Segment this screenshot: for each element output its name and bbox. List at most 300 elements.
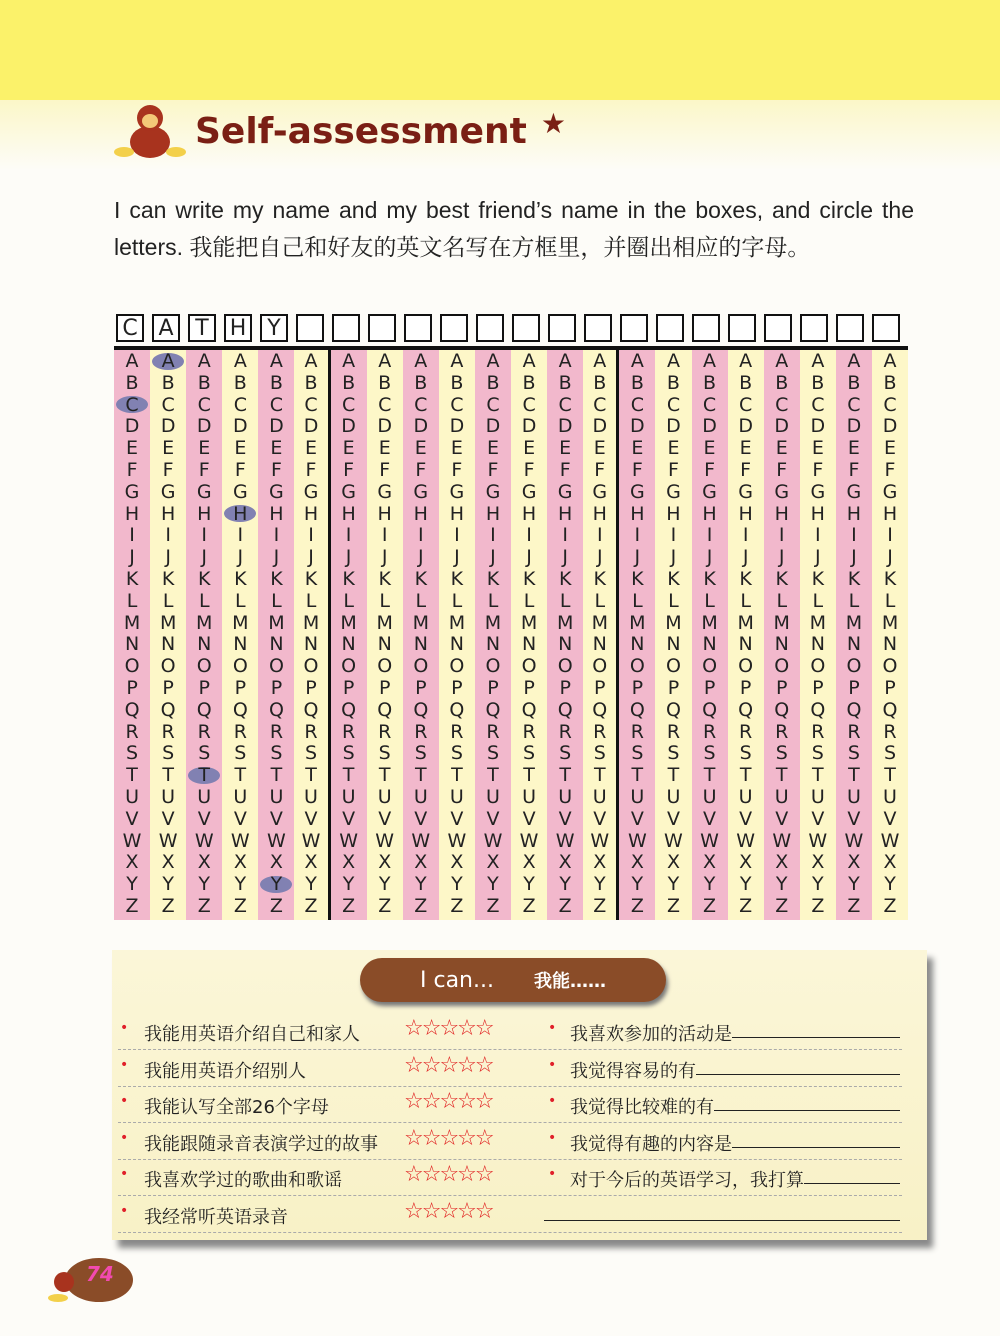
grid-letter[interactable]: Z (775, 895, 789, 917)
grid-letter[interactable]: Y (487, 873, 499, 896)
grid-letter[interactable]: R (378, 720, 392, 743)
grid-letter[interactable]: M (556, 611, 574, 634)
grid-letter[interactable]: U (233, 786, 248, 808)
grid-letter[interactable]: U (774, 786, 789, 808)
grid-letter[interactable]: S (811, 742, 824, 765)
grid-letter[interactable]: X (161, 851, 175, 874)
grid-letter[interactable]: L (523, 589, 535, 612)
grid-letter[interactable]: S (883, 742, 897, 765)
grid-letter[interactable]: R (125, 720, 139, 743)
grid-letter[interactable]: V (414, 807, 428, 830)
grid-letter[interactable]: C (558, 393, 572, 416)
grid-letter[interactable]: N (521, 633, 537, 656)
grid-letter[interactable]: T (884, 764, 896, 787)
grid-letter[interactable]: Y (414, 873, 427, 896)
grid-letter[interactable]: W (590, 829, 610, 852)
grid-letter[interactable]: N (341, 633, 356, 656)
grid-letter[interactable]: C (593, 393, 607, 416)
grid-letter[interactable]: I (381, 524, 388, 547)
grid-letter[interactable]: I (308, 524, 314, 547)
grid-letter[interactable]: P (559, 677, 571, 699)
grid-letter[interactable]: L (594, 589, 606, 612)
grid-letter[interactable]: N (449, 633, 464, 656)
grid-letter[interactable]: R (630, 720, 644, 743)
grid-letter[interactable]: W (483, 829, 503, 852)
name-letter-box[interactable] (872, 314, 900, 342)
grid-letter[interactable]: Y (703, 873, 716, 896)
grid-letter[interactable]: Q (377, 698, 393, 721)
name-letter-box[interactable] (440, 314, 468, 342)
grid-letter[interactable]: B (304, 371, 318, 394)
grid-letter[interactable]: D (846, 415, 862, 438)
grid-letter[interactable]: S (775, 742, 788, 765)
grid-letter[interactable]: X (233, 851, 247, 874)
grid-letter[interactable]: Y (775, 873, 788, 896)
grid-letter[interactable]: L (415, 589, 427, 612)
grid-letter[interactable]: V (630, 807, 644, 830)
grid-letter[interactable]: L (198, 589, 210, 612)
grid-letter[interactable]: L (451, 589, 463, 612)
grid-letter[interactable]: S (162, 742, 175, 765)
grid-letter[interactable]: D (557, 415, 573, 438)
grid-letter[interactable]: L (668, 589, 679, 612)
grid-letter[interactable]: F (884, 459, 896, 481)
grid-letter[interactable]: J (887, 546, 893, 569)
grid-letter[interactable]: G (846, 480, 862, 503)
grid-letter[interactable]: O (449, 655, 465, 678)
grid-letter[interactable]: D (233, 415, 248, 438)
grid-letter[interactable]: A (269, 350, 283, 372)
grid-letter[interactable]: M (159, 611, 177, 634)
grid-letter[interactable]: L (884, 589, 896, 612)
grid-letter[interactable]: J (129, 546, 135, 569)
grid-letter[interactable]: R (739, 720, 753, 743)
grid-letter[interactable]: Z (161, 895, 175, 917)
grid-letter[interactable]: Z (233, 895, 247, 917)
grid-letter[interactable]: C (847, 393, 861, 416)
grid-letter[interactable]: J (381, 546, 388, 569)
grid-letter[interactable]: U (883, 786, 897, 808)
grid-letter[interactable]: I (742, 524, 749, 547)
grid-letter[interactable]: N (630, 633, 645, 656)
grid-letter[interactable]: Y (378, 873, 391, 896)
grid-letter[interactable]: K (450, 568, 464, 590)
grid-letter[interactable]: Q (846, 698, 862, 721)
grid-letter[interactable]: J (851, 546, 857, 569)
grid-letter[interactable]: K (522, 568, 536, 590)
grid-letter[interactable]: V (450, 807, 464, 830)
grid-letter[interactable]: K (198, 568, 211, 590)
grid-letter[interactable]: U (449, 786, 464, 808)
grid-letter[interactable]: F (270, 459, 282, 481)
grid-letter[interactable]: G (557, 480, 573, 503)
grid-letter[interactable]: O (521, 655, 537, 678)
grid-letter[interactable]: O (665, 655, 681, 678)
grid-letter[interactable]: C (269, 393, 284, 416)
grid-letter[interactable]: E (126, 437, 139, 460)
grid-letter[interactable]: F (559, 459, 571, 481)
grid-letter[interactable]: S (631, 742, 644, 765)
grid-letter[interactable]: T (451, 764, 463, 787)
grid-letter[interactable]: S (847, 742, 860, 765)
grid-letter[interactable]: E (739, 437, 752, 460)
grid-letter[interactable]: T (848, 764, 860, 787)
grid-letter[interactable]: D (124, 415, 140, 438)
grid-letter[interactable]: X (486, 851, 500, 874)
grid-letter[interactable]: U (269, 786, 284, 808)
grid-letter[interactable]: U (522, 786, 537, 808)
grid-letter[interactable]: V (378, 807, 392, 830)
grid-letter[interactable]: B (522, 371, 536, 394)
grid-letter[interactable]: F (487, 459, 499, 481)
grid-letter[interactable]: V (558, 807, 572, 830)
grid-letter[interactable]: O (303, 655, 319, 678)
grid-letter[interactable]: H (774, 502, 789, 525)
grid-letter[interactable]: R (702, 720, 717, 743)
grid-letter[interactable]: Q (592, 698, 608, 721)
grid-letter[interactable]: Y (559, 873, 571, 896)
name-letter-box[interactable] (656, 314, 684, 342)
grid-letter[interactable]: X (558, 851, 572, 874)
grid-letter[interactable]: M (232, 611, 249, 634)
grid-letter[interactable]: W (230, 829, 250, 852)
grid-letter[interactable]: Z (342, 895, 356, 917)
grid-letter[interactable]: Z (378, 895, 392, 917)
grid-letter[interactable]: F (812, 459, 824, 481)
grid-letter[interactable]: H (592, 502, 607, 525)
grid-letter[interactable]: M (773, 611, 790, 634)
grid-letter[interactable]: J (742, 546, 749, 569)
grid-letter[interactable]: Z (450, 895, 464, 917)
grid-letter[interactable]: H (738, 502, 753, 525)
grid-letter[interactable]: H (702, 502, 717, 525)
grid-letter[interactable]: G (629, 480, 645, 503)
grid-letter[interactable]: M (701, 611, 718, 634)
grid-letter[interactable]: C (233, 393, 247, 416)
grid-letter[interactable]: Y (848, 873, 860, 896)
grid-letter[interactable]: N (233, 633, 248, 656)
grid-letter[interactable]: S (414, 742, 427, 765)
grid-letter[interactable]: L (776, 589, 788, 612)
grid-letter[interactable]: B (558, 371, 572, 394)
grid-letter[interactable]: R (161, 720, 175, 743)
grid-letter[interactable]: M (665, 611, 682, 634)
grid-letter[interactable]: Z (739, 895, 753, 917)
grid-letter[interactable]: G (377, 480, 393, 503)
grid-letter[interactable]: B (630, 371, 644, 394)
grid-letter[interactable]: O (629, 655, 645, 678)
grid-letter[interactable]: P (126, 677, 138, 699)
grid-letter[interactable]: V (233, 807, 247, 830)
grid-letter[interactable]: J (345, 546, 352, 569)
grid-letter[interactable]: P (631, 677, 644, 699)
grid-letter[interactable]: V (811, 807, 825, 830)
grid-letter[interactable]: Q (810, 698, 826, 721)
grid-letter[interactable]: P (162, 677, 174, 699)
grid-letter[interactable]: F (523, 459, 535, 481)
name-letter-box[interactable] (548, 314, 576, 342)
grid-letter[interactable]: A (593, 350, 607, 372)
name-letter-box[interactable]: Y (260, 314, 288, 342)
grid-letter[interactable]: E (847, 437, 860, 460)
grid-letter[interactable]: G (666, 480, 681, 503)
grid-letter[interactable]: V (125, 807, 139, 830)
grid-letter[interactable]: H (630, 502, 645, 525)
grid-letter[interactable]: A (450, 350, 464, 372)
grid-letter[interactable]: E (667, 437, 680, 460)
grid-letter[interactable]: X (414, 851, 428, 874)
grid-letter[interactable]: H (666, 502, 681, 525)
grid-letter[interactable]: A (304, 350, 318, 372)
grid-letter[interactable]: N (666, 633, 681, 656)
grid-letter[interactable]: E (450, 437, 463, 460)
grid-letter[interactable]: Q (413, 698, 429, 721)
grid-letter[interactable]: C (414, 393, 428, 416)
grid-letter[interactable]: H (485, 502, 501, 525)
grid-letter[interactable]: R (486, 720, 500, 743)
grid-letter[interactable]: W (555, 829, 575, 852)
grid-letter[interactable]: P (812, 677, 824, 699)
answer-blank[interactable] (732, 1130, 900, 1148)
grid-letter[interactable]: E (775, 437, 788, 460)
grid-letter[interactable]: B (811, 371, 825, 394)
grid-letter[interactable]: P (378, 677, 391, 699)
grid-letter[interactable]: P (703, 677, 716, 699)
grid-letter[interactable]: K (811, 568, 825, 590)
grid-letter[interactable]: M (520, 611, 538, 634)
name-letter-box[interactable] (620, 314, 648, 342)
grid-letter[interactable]: X (630, 851, 644, 874)
grid-letter[interactable]: W (267, 829, 286, 852)
grid-letter[interactable]: E (631, 437, 644, 460)
grid-letter[interactable]: S (342, 742, 355, 765)
grid-letter[interactable]: C (450, 393, 464, 416)
grid-letter[interactable]: Q (268, 698, 284, 721)
grid-letter[interactable]: I (670, 524, 677, 547)
grid-letter[interactable]: X (522, 851, 536, 874)
grid-letter[interactable]: G (810, 480, 826, 503)
grid-letter[interactable]: D (196, 415, 212, 438)
grid-letter[interactable]: K (378, 568, 391, 590)
name-letter-box[interactable] (836, 314, 864, 342)
grid-letter[interactable]: S (593, 742, 606, 765)
grid-letter[interactable]: G (124, 480, 140, 503)
grid-letter[interactable]: N (592, 633, 607, 656)
grid-letter[interactable]: K (342, 568, 355, 590)
grid-letter[interactable]: T (523, 764, 535, 787)
grid-letter[interactable]: U (486, 786, 500, 808)
grid-letter[interactable]: H (377, 502, 392, 525)
grid-letter[interactable]: G (160, 480, 176, 503)
grid-letter[interactable]: E (523, 437, 536, 460)
grid-letter[interactable]: O (268, 655, 284, 678)
answer-blank[interactable] (732, 1020, 900, 1038)
grid-letter[interactable]: B (233, 371, 247, 394)
grid-letter[interactable]: F (305, 459, 317, 481)
name-letter-box[interactable] (332, 314, 360, 342)
grid-letter[interactable]: L (848, 589, 860, 612)
name-letter-box[interactable] (404, 314, 432, 342)
grid-letter[interactable]: L (126, 589, 138, 612)
grid-letter[interactable]: F (162, 459, 174, 481)
grid-letter[interactable]: O (124, 655, 140, 678)
grid-letter[interactable]: N (161, 633, 176, 656)
grid-letter[interactable]: M (376, 611, 393, 634)
grid-letter[interactable]: I (526, 524, 532, 547)
grid-letter[interactable]: P (270, 677, 283, 699)
answer-blank[interactable] (804, 1166, 900, 1184)
grid-letter[interactable]: Z (811, 895, 825, 917)
grid-letter[interactable]: Y (270, 873, 283, 896)
grid-letter[interactable]: W (447, 829, 467, 852)
grid-letter[interactable]: P (594, 677, 606, 699)
grid-letter[interactable]: V (197, 807, 211, 830)
name-letter-box[interactable] (800, 314, 828, 342)
grid-letter[interactable]: R (269, 720, 284, 743)
grid-letter[interactable]: B (739, 371, 753, 394)
grid-letter[interactable]: Q (196, 698, 212, 721)
grid-letter[interactable]: O (882, 655, 898, 678)
grid-letter[interactable]: F (704, 459, 716, 481)
grid-letter[interactable]: F (776, 459, 788, 481)
grid-letter[interactable]: Q (882, 698, 898, 721)
grid-letter[interactable]: P (487, 677, 499, 699)
grid-letter[interactable]: J (308, 546, 314, 569)
grid-letter[interactable]: A (161, 350, 175, 372)
grid-letter[interactable]: A (486, 350, 500, 372)
grid-letter[interactable]: J (634, 546, 641, 569)
grid-letter[interactable]: O (738, 655, 754, 678)
grid-letter[interactable]: Q (557, 698, 573, 721)
grid-letter[interactable]: J (778, 546, 785, 569)
grid-letter[interactable]: C (341, 393, 356, 416)
grid-letter[interactable]: K (631, 568, 644, 590)
name-letter-box[interactable] (368, 314, 396, 342)
grid-letter[interactable]: W (772, 829, 792, 852)
grid-letter[interactable]: U (630, 786, 645, 808)
name-letter-box[interactable] (692, 314, 720, 342)
grid-letter[interactable]: N (558, 633, 573, 656)
grid-letter[interactable]: X (883, 851, 897, 874)
grid-letter[interactable]: F (198, 459, 210, 481)
grid-letter[interactable]: K (558, 568, 572, 590)
grid-letter[interactable]: D (666, 415, 681, 438)
name-letter-box[interactable] (512, 314, 540, 342)
grid-letter[interactable]: I (417, 524, 424, 547)
grid-letter[interactable]: N (269, 633, 284, 656)
grid-letter[interactable]: X (304, 851, 318, 874)
grid-letter[interactable]: B (450, 371, 464, 394)
grid-letter[interactable]: M (881, 611, 899, 634)
grid-letter[interactable]: W (880, 829, 900, 852)
grid-letter[interactable]: A (522, 350, 536, 372)
grid-letter[interactable]: T (667, 764, 680, 787)
grid-letter[interactable]: M (591, 611, 608, 634)
grid-letter[interactable]: W (411, 829, 431, 852)
grid-letter[interactable]: G (774, 480, 790, 503)
grid-letter[interactable]: U (810, 786, 825, 808)
grid-letter[interactable]: Y (667, 873, 680, 896)
grid-letter[interactable]: H (558, 502, 573, 525)
grid-letter[interactable]: D (882, 415, 898, 438)
grid-letter[interactable]: U (413, 786, 428, 808)
grid-letter[interactable]: K (125, 568, 139, 590)
grid-letter[interactable]: H (882, 502, 898, 525)
grid-letter[interactable]: E (703, 437, 716, 460)
grid-letter[interactable]: U (702, 786, 717, 808)
grid-letter[interactable]: R (883, 720, 897, 743)
grid-letter[interactable]: G (449, 480, 465, 503)
grid-letter[interactable]: N (738, 633, 753, 656)
name-letter-box[interactable]: A (152, 314, 180, 342)
grid-letter[interactable]: L (379, 589, 390, 612)
grid-letter[interactable]: W (301, 829, 321, 852)
grid-letter[interactable]: W (122, 829, 142, 852)
grid-letter[interactable]: C (522, 393, 536, 416)
grid-letter[interactable]: E (305, 437, 318, 460)
grid-letter[interactable]: T (812, 764, 824, 787)
grid-letter[interactable]: O (774, 655, 790, 678)
grid-letter[interactable]: V (847, 807, 861, 830)
grid-letter[interactable]: K (703, 568, 716, 590)
grid-letter[interactable]: P (451, 677, 463, 699)
grid-letter[interactable]: C (125, 393, 139, 416)
grid-letter[interactable]: X (775, 851, 789, 874)
grid-letter[interactable]: T (305, 764, 317, 787)
grid-letter[interactable]: R (450, 720, 464, 743)
grid-letter[interactable]: R (197, 720, 211, 743)
grid-letter[interactable]: T (162, 764, 174, 787)
grid-letter[interactable]: E (486, 437, 499, 460)
grid-letter[interactable]: Z (883, 895, 897, 917)
grid-letter[interactable]: W (519, 829, 539, 852)
grid-letter[interactable]: I (778, 524, 785, 547)
grid-letter[interactable]: Z (197, 895, 211, 917)
star-rating[interactable]: ☆☆☆☆☆ (404, 1016, 493, 1041)
name-letter-box[interactable] (764, 314, 792, 342)
grid-letter[interactable]: Q (232, 698, 248, 721)
grid-letter[interactable]: P (342, 677, 355, 699)
grid-letter[interactable]: T (593, 764, 606, 787)
grid-letter[interactable]: S (304, 742, 318, 765)
grid-letter[interactable]: I (273, 524, 280, 547)
grid-letter[interactable]: B (775, 371, 789, 394)
grid-letter[interactable]: W (808, 829, 828, 852)
answer-blank[interactable] (696, 1057, 900, 1075)
grid-letter[interactable]: O (485, 655, 501, 678)
grid-letter[interactable]: I (345, 524, 352, 547)
grid-letter[interactable]: H (197, 502, 212, 525)
grid-letter[interactable]: I (129, 524, 135, 547)
grid-letter[interactable]: I (706, 524, 713, 547)
grid-letter[interactable]: N (810, 633, 825, 656)
grid-letter[interactable]: J (201, 546, 208, 569)
grid-letter[interactable]: X (847, 851, 861, 874)
grid-letter[interactable]: R (414, 720, 428, 743)
grid-letter[interactable]: I (634, 524, 641, 547)
grid-letter[interactable]: D (269, 415, 284, 438)
grid-letter[interactable]: C (739, 393, 753, 416)
grid-letter[interactable]: T (487, 764, 499, 787)
grid-letter[interactable]: L (271, 589, 282, 612)
grid-letter[interactable]: A (630, 350, 644, 372)
grid-letter[interactable]: Y (593, 873, 606, 896)
grid-letter[interactable]: W (664, 829, 683, 852)
grid-letter[interactable]: L (740, 589, 751, 612)
grid-letter[interactable]: I (851, 524, 857, 547)
grid-letter[interactable]: R (811, 720, 825, 743)
grid-letter[interactable]: F (234, 459, 246, 481)
